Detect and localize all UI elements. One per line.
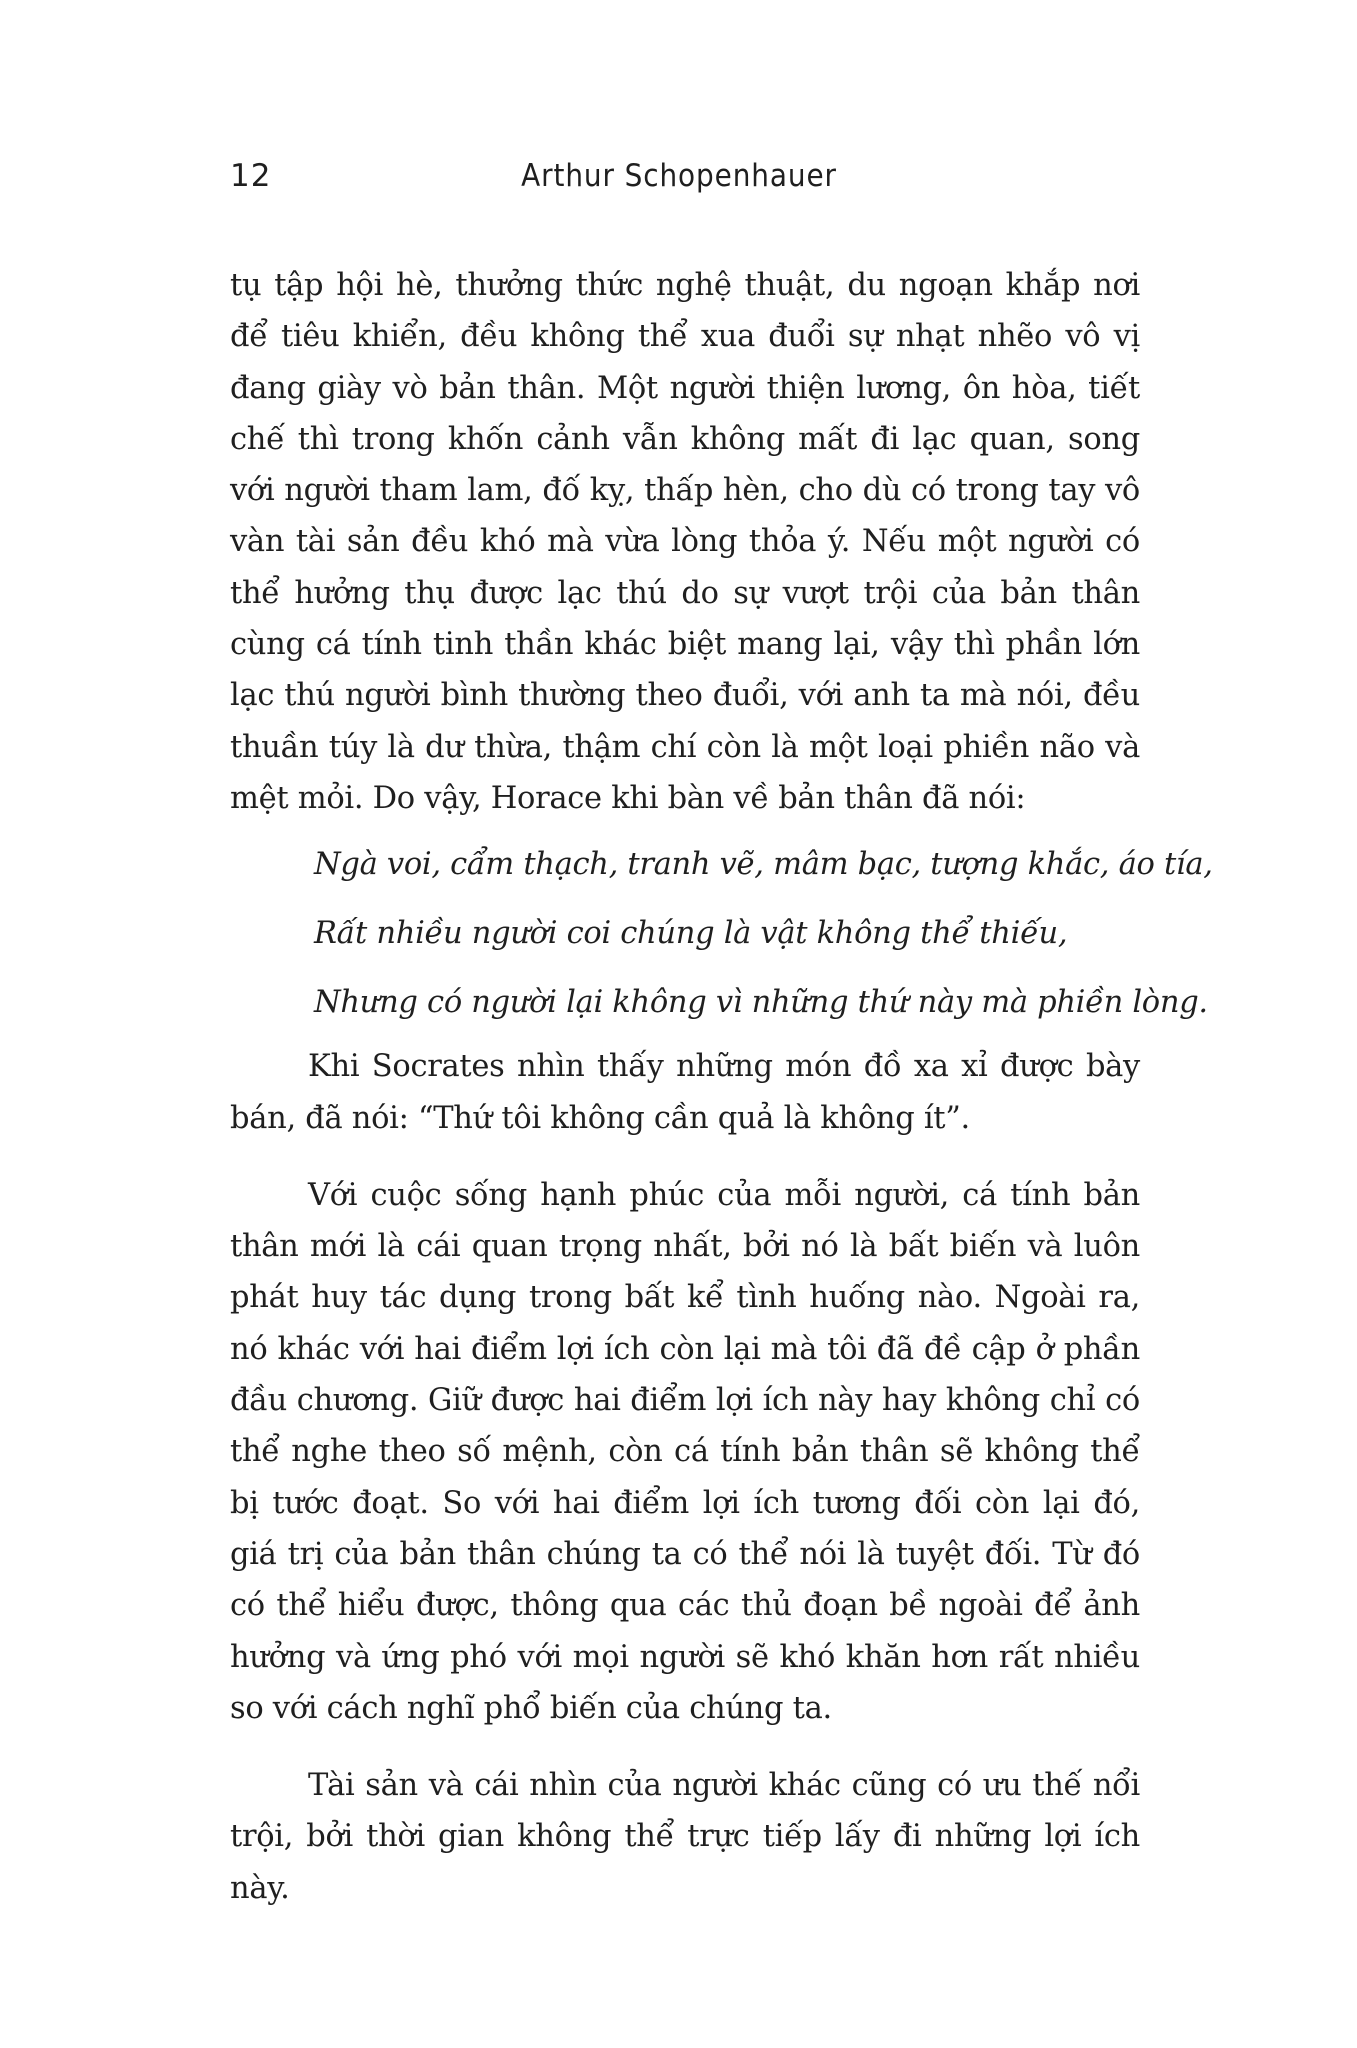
- running-header: [230, 158, 1128, 202]
- paragraph-continuation: tụ tập hội hè, thưởng thức nghệ thuật, du ngoạn khắp nơi để tiêu khiển, đều không thể xua đuổi sự nhạt nhẽo vô vị đang giày vò bản thân. Một người thiện lương, ôn hòa, tiết chế thì trong khốn cảnh vẫn không mất đi lạc quan, song với người tham lam, đố kỵ, thấp hèn, cho dù có trong tay vô vàn tài sản đều khó mà vừa lòng thỏa ý. Nếu một người có thể hưởng thụ được lạc thú do sự vượt trội của bản thân cùng cá tính tinh thần khác biệt mang lại, vậy thì phần lớn lạc thú người bình thường theo đuổi, với anh ta mà nói, đều thuần túy là dư thừa, thậm chí còn là một loại phiền não và mệt mỏi. Do vậy, Horace khi bàn về bản thân đã nói:: [230, 268, 1140, 816]
- verse-line: Nhưng có người lại không vì những thứ này mà phiền lòng.: [314, 985, 1208, 1021]
- page-number: 12: [230, 158, 272, 194]
- paragraph-personality: Với cuộc sống hạnh phúc của mỗi người, cá tính bản thân mới là cái quan trọng nhất, bởi nó là bất biến và luôn phát huy tác dụng trong bất kể tình huống nào. Ngoài ra, nó khác với hai điểm lợi ích còn lại mà tôi đã đề cập ở phần đầu chương. Giữ được hai điểm lợi ích này hay không chỉ có thể nghe theo số mệnh, còn cá tính bản thân sẽ không thể bị tước đoạt. So với hai điểm lợi ích tương đối còn lại đó, giá trị của bản thân chúng ta có thể nói là tuyệt đối. Từ đó có thể hiểu được, thông qua các thủ đoạn bề ngoài để ảnh hưởng và ứng phó với mọi người sẽ khó khăn hơn rất nhiều so với cách nghĩ phổ biến của chúng ta.: [230, 1177, 1140, 1726]
- verse-line: Ngà voi, cẩm thạch, tranh vẽ, mâm bạc, tượng khắc, áo tía,: [314, 847, 1213, 883]
- paragraph-wealth: Tài sản và cái nhìn của người khác cũng có ưu thế nổi trội, bởi thời gian không thể trực tiếp lấy đi những lợi ích này.: [230, 1768, 1140, 1906]
- paragraph-socrates: Khi Socrates nhìn thấy những món đồ xa xỉ được bày bán, đã nói: “Thứ tôi không cần quả là không ít”.: [230, 1049, 1140, 1136]
- verse-quote: [230, 830, 1213, 1037]
- running-header-author: Arthur Schopenhauer: [521, 158, 837, 194]
- verse-line: Rất nhiều người coi chúng là vật không thể thiếu,: [314, 916, 1068, 952]
- body-text: [230, 260, 1213, 1914]
